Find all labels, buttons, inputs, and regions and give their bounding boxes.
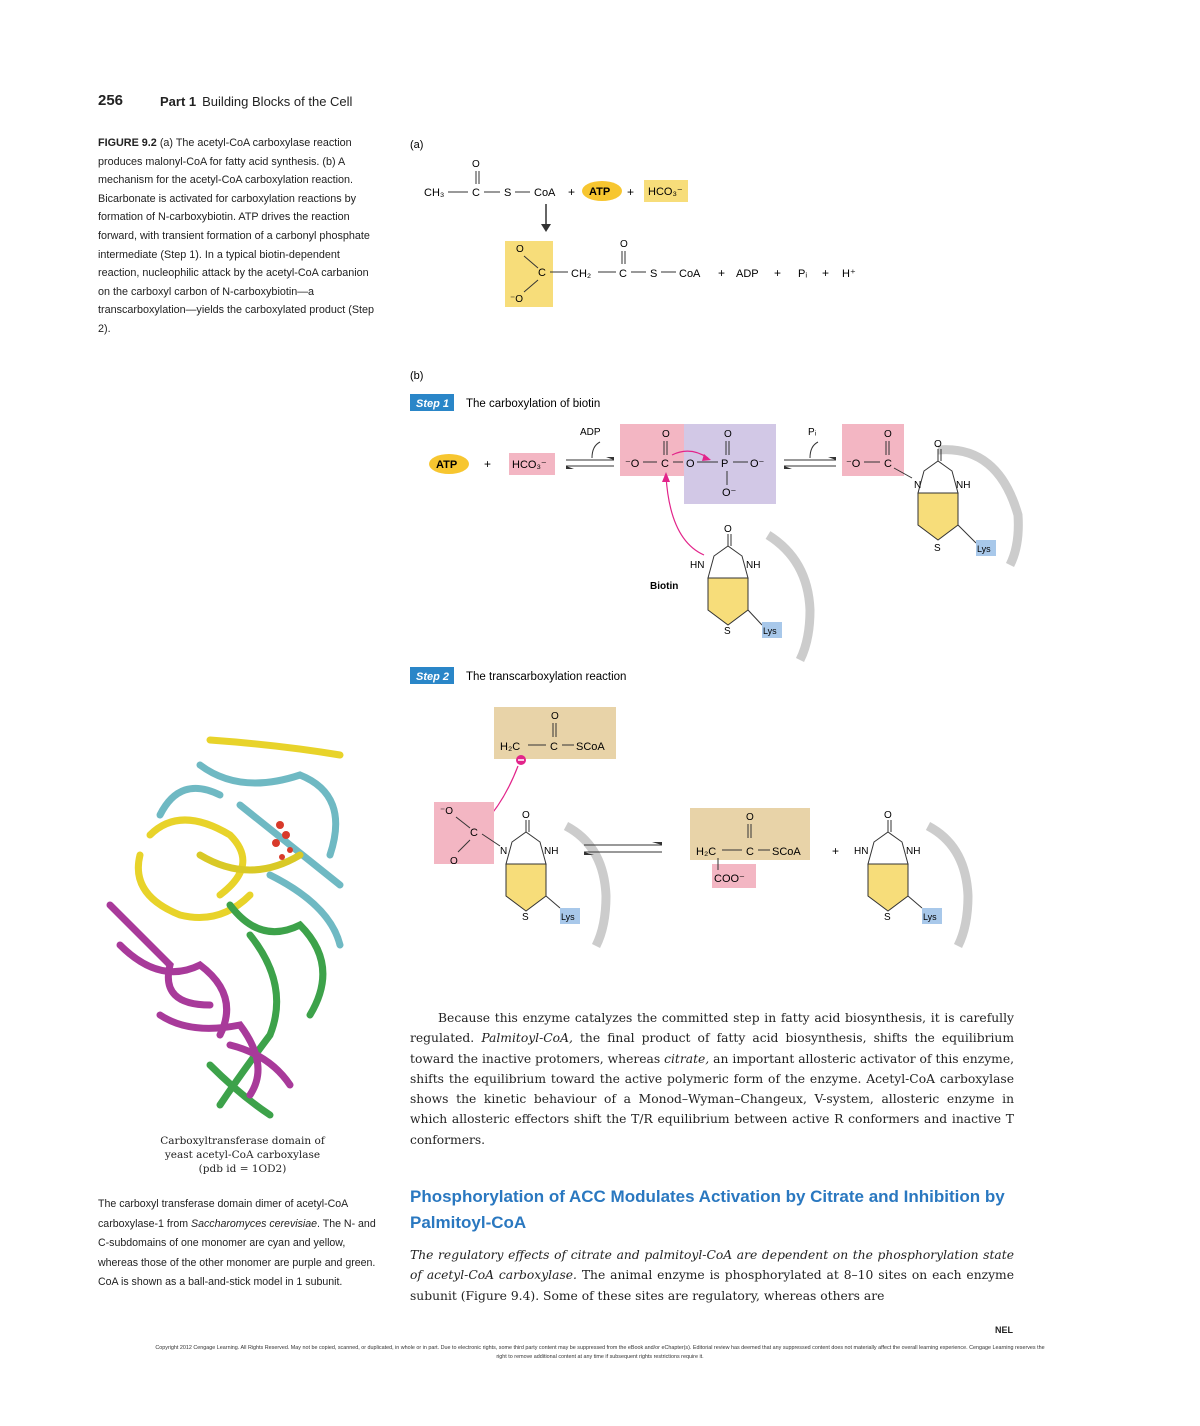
figure-caption-text: (a) The acetyl-CoA carboxylase reaction produces malonyl-CoA for fatty acid synthesis. (b) A mechanism for the acetyl-CoA carboxylation reaction. Bicarbonate is activated for carboxylation reactions by formation of N-carboxybiotin. ATP drives the reaction forward, with transient formation of a carbonyl phosphate intermediate (Step 1). In a typical biotin-dependent reaction, nucleophilic attack by the acetyl-CoA carbanion on the carboxyl carbon of N-carboxybiotin—a transcarboxylation—yields the carboxylated product (Step 2). (98, 137, 375, 335)
atp-label: ATP (436, 459, 458, 471)
chem-p: P (721, 458, 729, 470)
lys-label: Lys (923, 912, 937, 922)
biotin-carboxy (914, 439, 1018, 565)
emphasis: The regulatory effects of citrate and palmitoyl-CoA are dependent on the phosphorylation state of acetyl-CoA carboxylase. (410, 1248, 1014, 1283)
chem-hplus: H⁺ (842, 268, 856, 280)
step1-badge: Step 1 (416, 398, 450, 410)
structure-caption-line: yeast acetyl-CoA carboxylase (164, 1149, 321, 1161)
chem-o: O (686, 458, 695, 470)
chem-hn: HN (690, 560, 705, 571)
plus-sign: + (774, 266, 782, 280)
chem-c: C (538, 267, 546, 279)
chem-o: O (884, 429, 892, 440)
lys-label: Lys (977, 544, 991, 554)
chem-o: O (551, 711, 559, 722)
chem-o: O (472, 159, 480, 170)
chem-adp: ADP (580, 427, 601, 438)
chem-s: S (884, 912, 891, 923)
body-text: Because this enzyme catalyzes the committed step in fatty acid biosynthesis, it is carefully regulated. (410, 1011, 1014, 1046)
chem-scoa: SCoA (772, 846, 801, 858)
chem-c: C (472, 187, 480, 199)
structure-desc-text: . The N- and C-subdomains of one monomer are cyan and yellow, whereas those of the other monomer are purple and green. CoA is shown as a ball-and-stick model in 1 subunit. (98, 1217, 376, 1289)
lys-label: Lys (561, 912, 575, 922)
body-text: The animal enzyme is phosphorylated at 8–10 sites on each enzyme subunit (Figure 9.4). Some of these sites are regulatory, whereas others are (410, 1268, 1014, 1303)
biotin-carboxy (500, 810, 606, 946)
chem-ominus: ⁻O (846, 458, 861, 470)
chem-scoa: SCoA (576, 741, 605, 753)
chem-o: O (934, 439, 942, 450)
structure-caption-line: (pdb id = 1OD2) (198, 1163, 287, 1175)
chem-ch3: CH₃ (424, 187, 445, 199)
step1-title: The carboxylation of biotin (466, 398, 601, 410)
chem-nh: NH (544, 846, 559, 857)
chem-adp: ADP (736, 268, 759, 280)
chem-pi: Pᵢ (798, 268, 808, 280)
down-arrow-icon (541, 224, 551, 232)
figure-label: FIGURE 9.2 (98, 137, 157, 149)
step2-title: The transcarboxylation reaction (466, 671, 627, 683)
chem-coa: CoA (679, 268, 701, 280)
chem-s: S (724, 626, 731, 637)
body-paragraph (410, 1008, 1014, 1150)
chem-ominus: ⁻O (440, 806, 454, 817)
plus-sign: + (627, 185, 635, 199)
chem-ch2: CH₂ (571, 268, 592, 280)
biotin-free (854, 810, 968, 946)
chem-oneg: O⁻ (750, 458, 765, 470)
emphasis: citrate, (664, 1051, 710, 1066)
chem-ominus: ⁻O (625, 458, 640, 470)
plus-sign: + (484, 457, 492, 471)
chem-o: O (746, 812, 754, 823)
chem-s: S (522, 912, 529, 923)
part-label: Part 1 (160, 94, 197, 109)
structure-caption-line: Carboxyltransferase domain of (160, 1135, 325, 1147)
plus-sign: + (568, 185, 576, 199)
chem-o: O (662, 429, 670, 440)
chem-pi: Pᵢ (808, 427, 817, 438)
chem-o: O (450, 856, 458, 867)
chem-h2c: H₂C (696, 846, 717, 858)
chem-c: C (470, 827, 478, 839)
chem-c: C (746, 846, 754, 858)
hco3-label: HCO₃⁻ (648, 186, 683, 198)
chem-c: C (550, 741, 558, 753)
atp-label: ATP (589, 186, 611, 198)
step2-badge: Step 2 (416, 671, 450, 683)
chem-o: O (724, 429, 732, 440)
chem-s: S (504, 187, 512, 199)
chem-c: C (884, 458, 892, 470)
part-title: Building Blocks of the Cell (202, 94, 353, 109)
structure-description (98, 1195, 380, 1293)
species-name: Saccharomyces cerevisiae (191, 1217, 318, 1230)
chem-s: S (650, 268, 658, 280)
body-paragraph (410, 1245, 1014, 1306)
chem-o: O (516, 244, 524, 255)
body-text: the final product of fatty acid biosynthesis, shifts the equilibrium toward the inactive protomers, whereas (410, 1031, 1014, 1066)
publisher-mark: NEL (995, 1325, 1013, 1335)
hco3-label: HCO₃⁻ (512, 459, 547, 471)
chem-nh: NH (956, 480, 971, 491)
plus-sign: + (718, 266, 726, 280)
chem-o: O (620, 239, 628, 250)
body-text: an important allosteric activator of this enzyme, shifts the equilibrium toward the active polymeric form of the enzyme. Acetyl-CoA carboxylase shows the kinetic behaviour of a Monod–Wyman–Changeux, V-system, allosteric enzyme in which allosteric effectors shift the T/R equilibrium between active R conformers and inactive T conformers. (410, 1051, 1015, 1147)
plus-sign: + (832, 844, 840, 858)
chem-oneg: O⁻ (722, 487, 737, 499)
section-heading: Phosphorylation of ACC Modulates Activation by Citrate and Inhibition by Palmitoyl-CoA (410, 1187, 1005, 1232)
biotin-free (690, 524, 810, 660)
chem-h2c: H₂C (500, 741, 521, 753)
plus-sign: + (822, 266, 830, 280)
chem-nh: NH (746, 560, 761, 571)
chem-o: O (724, 524, 732, 535)
chem-nh: NH (906, 846, 921, 857)
page-number: 256 (98, 92, 124, 109)
chem-ominus: ⁻O (510, 294, 524, 305)
panel-b-label: (b) (410, 370, 424, 382)
chem-o: O (884, 810, 892, 821)
chem-coa: CoA (534, 187, 556, 199)
chem-s: S (934, 543, 941, 554)
protein-structure-image (100, 735, 385, 1130)
chem-o: O (522, 810, 530, 821)
copyright-notice: Copyright 2012 Cengage Learning. All Rights Reserved. May not be copied, scanned, or duplicated, in whole or in part. Due to electronic rights, some third party content may be suppressed from the eBook and/or eChapter(s). Editorial review has deemed that any suppressed content does not materially affect the overall learning experience. Cengage Learning reserves the right to remove additional content at any time if subsequent rights restrictions require it. (155, 1345, 1045, 1360)
panel-a-label: (a) (410, 139, 424, 151)
biotin-label: Biotin (650, 581, 679, 592)
chem-c: C (661, 458, 669, 470)
chem-n: N (914, 480, 922, 491)
chem-n: N (500, 846, 508, 857)
chem-coo: COO⁻ (714, 873, 745, 885)
chem-hn: HN (854, 846, 869, 857)
lys-label: Lys (763, 626, 777, 636)
structure-caption (135, 1134, 350, 1176)
chem-c: C (619, 268, 627, 280)
structure-desc-text: The carboxyl transferase domain dimer of acetyl-CoA carboxylase-1 from (98, 1198, 348, 1230)
emphasis: Palmitoyl-CoA, (481, 1031, 573, 1046)
